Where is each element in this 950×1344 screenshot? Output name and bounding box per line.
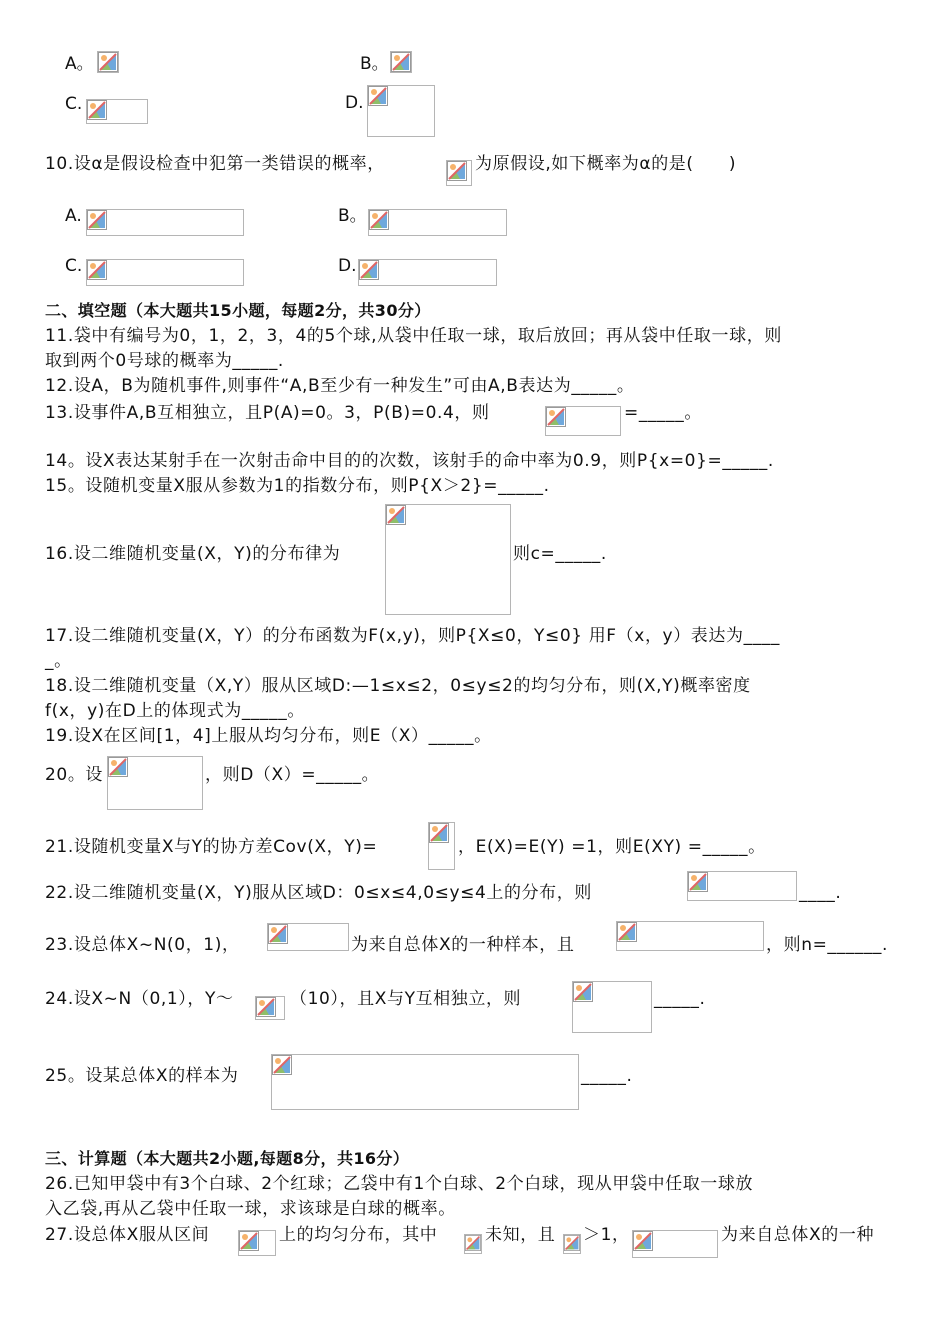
section-2-title: 二、填空题（本大题共15小题，每题2分，共30分） xyxy=(45,301,431,320)
broken-image-icon xyxy=(688,872,708,892)
broken-image-icon xyxy=(391,52,411,72)
q21-text-pre: 21.设随机变量X与Y的协方差Cov(X，Y)= xyxy=(45,837,378,857)
broken-image-icon xyxy=(573,982,593,1002)
broken-image-icon xyxy=(239,1231,259,1251)
broken-image-icon xyxy=(268,924,288,944)
broken-image-icon xyxy=(429,823,449,843)
q26-line-2: 入乙袋,再从乙袋中任取一球，求该球是白球的概率。 xyxy=(45,1199,456,1219)
q24-image xyxy=(572,981,652,1033)
q10-option-c-image xyxy=(86,259,244,286)
broken-image-icon xyxy=(465,1235,481,1251)
q16-text-pre: 16.设二维随机变量(X，Y)的分布律为 xyxy=(45,544,341,564)
q12-text: 12.设A，B为随机事件,则事件“A,B至少有一种发生”可由A,B表达为_____。 xyxy=(45,376,635,396)
q21-text-post: ，E(X)=E(Y) =1，则E(XY) =_____。 xyxy=(458,837,766,857)
q9-option-a-image xyxy=(97,51,119,73)
q24-text-pre: 24.设X~N（0,1），Y～ xyxy=(45,989,234,1009)
q19-text: 19.设X在区间[1，4]上服从均匀分布，则E（X）_____。 xyxy=(45,726,492,746)
q9-option-b-label: B。 xyxy=(360,54,389,74)
section-3-title: 三、计算题（本大题共2小题,每题8分，共16分） xyxy=(45,1149,410,1168)
broken-image-icon xyxy=(256,997,276,1017)
broken-image-icon xyxy=(386,505,406,525)
broken-image-icon xyxy=(87,260,107,280)
broken-image-icon xyxy=(359,260,379,280)
q10-text-post: 为原假设,如下概率为α的是( ) xyxy=(475,154,737,174)
q10-option-b-label: B。 xyxy=(338,206,367,226)
q27-sample-image xyxy=(632,1230,718,1258)
q9-option-a-label: A。 xyxy=(65,54,94,74)
broken-image-icon xyxy=(617,922,637,942)
q10-option-a-image xyxy=(86,209,244,236)
q13-image xyxy=(545,406,621,436)
q24-text-mid: （10），且X与Y互相独立，则 xyxy=(290,989,522,1009)
q20-image xyxy=(107,756,203,810)
q27-text-pre: 27.设总体X服从区间 xyxy=(45,1225,210,1245)
broken-image-icon xyxy=(546,407,566,427)
q11-line-1: 11.袋中有编号为0，1，2，3，4的5个球,从袋中任取一球，取后放回；再从袋中任取一球，则 xyxy=(45,326,782,346)
q17-line-1: 17.设二维随机变量(X，Y）的分布函数为F(x,y)，则P{X≤0，Y≤0} 用F（x，y）表达为____ xyxy=(45,626,781,646)
q20-text-post: ，则D（X）=_____。 xyxy=(205,765,380,785)
q26-line-1: 26.已知甲袋中有3个白球、2个红球；乙袋中有1个白球、2个白球，现从甲袋中任取一球放 xyxy=(45,1174,754,1194)
q27-theta-image xyxy=(464,1234,482,1254)
q27-text-post: 为来自总体X的一种 xyxy=(721,1225,875,1245)
broken-image-icon xyxy=(87,210,107,230)
q10-option-b-image xyxy=(368,209,507,236)
broken-image-icon xyxy=(633,1231,653,1251)
q23-sample-image xyxy=(267,923,349,951)
q14-text: 14。设X表达某射手在一次射击命中目的的次数，该射手的命中率为0.9，则P{x=0}=_____. xyxy=(45,451,774,471)
broken-image-icon xyxy=(98,52,118,72)
q16-text-post: 则c=_____. xyxy=(513,544,607,564)
q25-text-post: _____. xyxy=(581,1066,633,1086)
broken-image-icon xyxy=(369,210,389,230)
q22-text-post: ____. xyxy=(799,883,842,903)
q23-text-pre: 23.设总体X~N(0，1)， xyxy=(45,935,240,955)
q27-interval-image xyxy=(238,1230,276,1256)
q13-text-post: =_____。 xyxy=(624,403,702,423)
q20-text-pre: 20。设 xyxy=(45,765,104,785)
q10-option-c-label: C. xyxy=(65,256,83,276)
q25-image xyxy=(271,1054,579,1110)
q23-text-mid: 为来自总体X的一种样本，且 xyxy=(351,935,575,955)
q25-text-pre: 25。设某总体X的样本为 xyxy=(45,1066,239,1086)
q24-text-post: _____. xyxy=(654,989,706,1009)
q18-line-1: 18.设二维随机变量（X,Y）服从区域D:—1≤x≤2，0≤y≤2的均匀分布，则(X,Y)概率密度 xyxy=(45,676,751,696)
q13-text-pre: 13.设事件A,B互相独立，且P(A)=0。3，P(B)=0.4，则 xyxy=(45,403,490,423)
q27-text-mid-2: 未知，且 xyxy=(485,1225,556,1245)
broken-image-icon xyxy=(87,100,107,120)
q9-option-d-label: D. xyxy=(345,93,364,113)
q22-image xyxy=(687,871,797,901)
broken-image-icon xyxy=(108,757,128,777)
q18-line-2: f(x，y)在D上的体现式为_____。 xyxy=(45,701,305,721)
broken-image-icon xyxy=(564,1235,580,1251)
q11-line-2: 取到两个0号球的概率为_____. xyxy=(45,351,284,371)
broken-image-icon xyxy=(368,86,388,106)
q21-image xyxy=(428,822,455,870)
q9-option-d-image xyxy=(367,85,435,137)
broken-image-icon xyxy=(447,161,467,181)
q16-distribution-table-image xyxy=(385,504,511,615)
q27-text-mid-1: 上的均匀分布，其中 xyxy=(279,1225,438,1245)
q9-option-b-image xyxy=(390,51,412,73)
q10-text-pre: 10.设α是假设检查中犯第一类错误的概率， xyxy=(45,154,385,174)
broken-image-icon xyxy=(272,1055,292,1075)
q27-text-mid-3: ＞1， xyxy=(583,1225,630,1245)
q10-option-d-image xyxy=(358,259,497,286)
q15-text: 15。设随机变量X服从参数为1的指数分布，则P{X＞2}=_____. xyxy=(45,476,550,496)
q10-option-a-label: A. xyxy=(65,206,82,226)
q24-chi-square-image xyxy=(255,996,285,1020)
q9-option-c-image xyxy=(86,99,148,124)
q17-line-2: _。 xyxy=(45,651,72,671)
q22-text-pre: 22.设二维随机变量(X，Y)服从区域D：0≤x≤4,0≤y≤4上的分布，则 xyxy=(45,883,592,903)
q23-statistic-image xyxy=(616,921,764,951)
q10-hypothesis-image xyxy=(446,160,472,186)
q10-option-d-label: D. xyxy=(338,256,357,276)
q9-option-c-label: C. xyxy=(65,94,83,114)
q27-theta-image-2 xyxy=(563,1234,581,1254)
q23-text-post: ，则n=______. xyxy=(766,935,889,955)
